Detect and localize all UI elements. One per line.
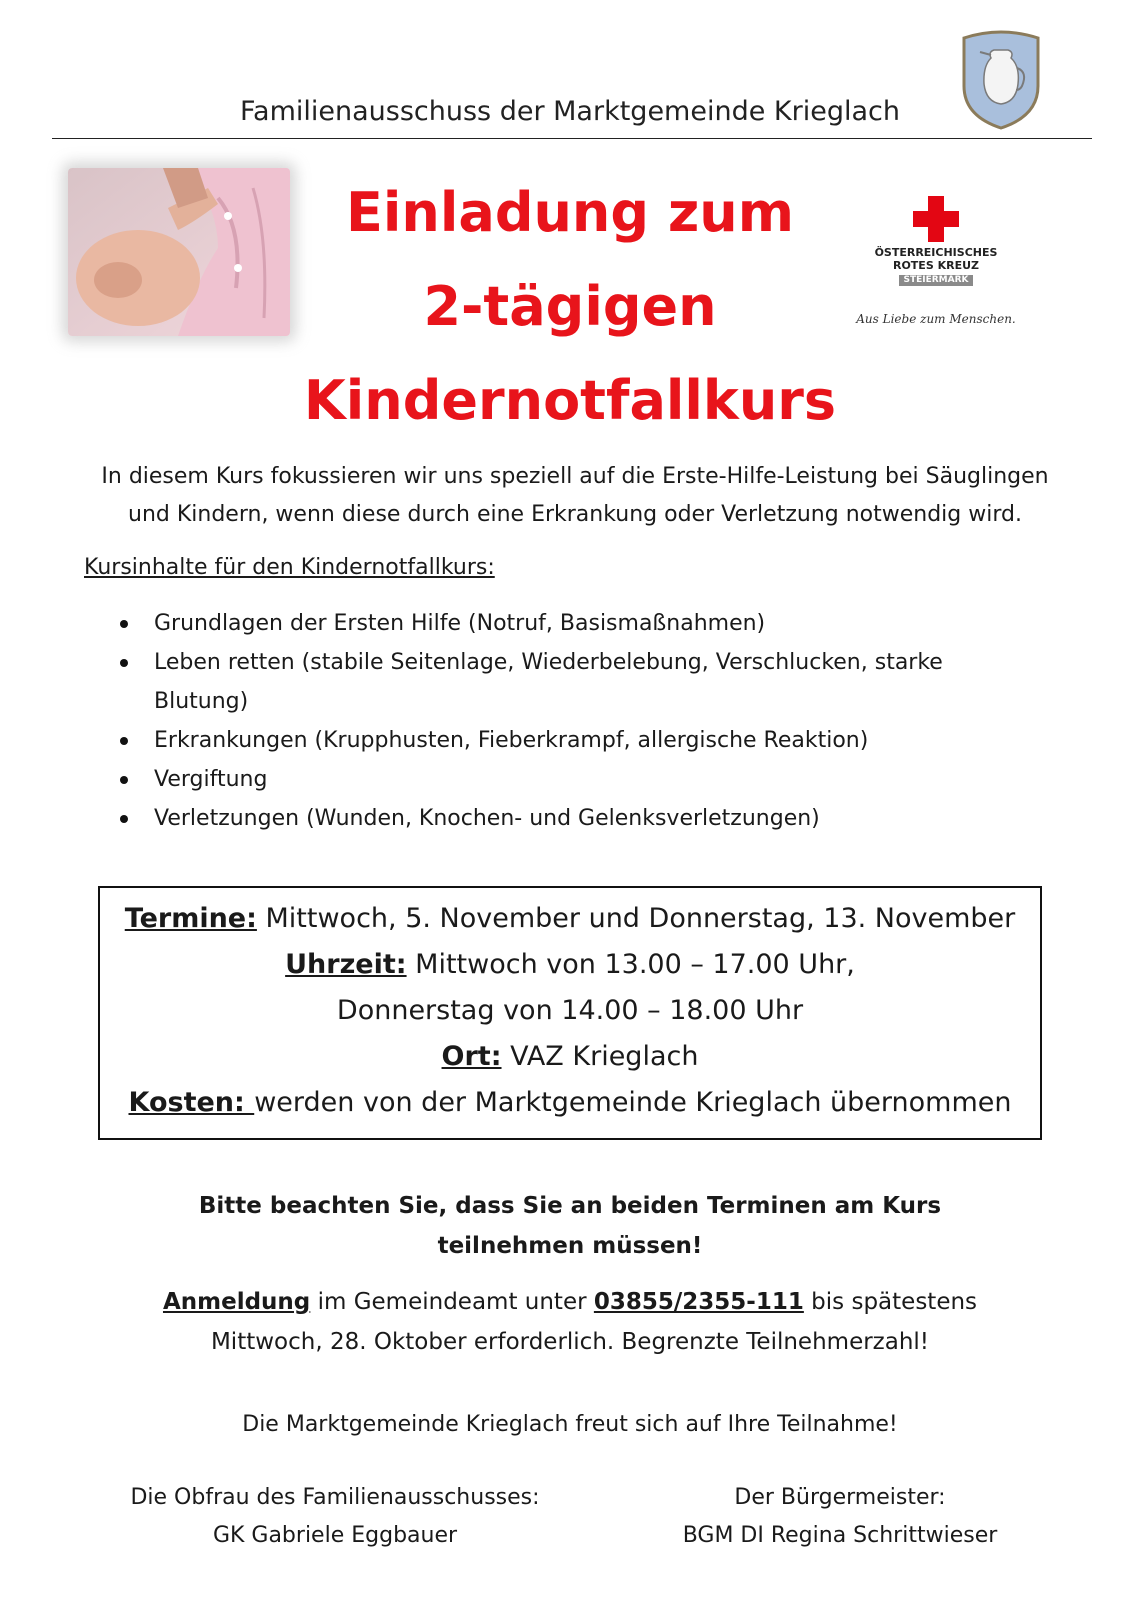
red-cross-slogan: Aus Liebe zum Menschen. <box>856 312 1016 326</box>
course-details-box <box>98 886 1042 1140</box>
cost-label: Kosten: <box>128 1087 255 1118</box>
intro-text: In diesem Kurs fokussieren wir uns speziell auf die Erste-Hilfe-Leistung bei Säuglingen und Kindern, wenn diese durch eine Erkrankung oder Verletzung notwendig wird. <box>101 464 1049 527</box>
course-topics-list <box>110 604 1010 838</box>
list-item: Grundlagen der Ersten Hilfe (Notruf, Basismaßnahmen) <box>110 604 1010 643</box>
signature-right <box>630 1479 1050 1555</box>
list-item: Verletzungen (Wunden, Knochen- und Gelenksverletzungen) <box>110 799 1010 838</box>
right-signatory-name: BGM DI Regina Schrittwieser <box>682 1523 998 1548</box>
header-divider <box>52 138 1092 139</box>
registration-text-1: im Gemeindeamt unter <box>310 1289 594 1315</box>
cost-row <box>100 1080 1040 1126</box>
closing-text: Die Marktgemeinde Krieglach freut sich auf Ihre Teilnahme! <box>242 1412 898 1437</box>
attendance-notice: Bitte beachten Sie, dass Sie an beiden Terminen am Kurs teilnehmen müssen! <box>198 1193 942 1259</box>
event-title <box>270 166 870 448</box>
place-value: VAZ Krieglach <box>501 1041 699 1072</box>
time-value: Mittwoch von 13.00 – 17.00 Uhr, <box>406 949 855 980</box>
registration-info <box>110 1282 1030 1362</box>
course-contents-heading: Kursinhalte für den Kindernotfallkurs: <box>84 555 495 580</box>
infant-manikin-image <box>68 168 290 336</box>
left-signatory-role: Die Obfrau des Familienausschusses: <box>130 1485 540 1510</box>
registration-text-2: bis spätestens Mittwoch, 28. Oktober erforderlich. Begrenzte Teilnehmerzahl! <box>210 1289 978 1355</box>
cpr-training-photo <box>68 168 290 336</box>
dates-value: Mittwoch, 5. November und Donnerstag, 13. November <box>256 903 1016 934</box>
place-label: Ort: <box>441 1041 502 1072</box>
registration-label: Anmeldung <box>162 1289 311 1315</box>
list-item: Erkrankungen (Krupphusten, Fieberkrampf, allergische Reaktion) <box>110 721 1010 760</box>
title-line-2: 2-tägigen <box>423 275 717 338</box>
red-cross-name-line2: ROTES KREUZ <box>892 259 979 272</box>
list-item: Vergiftung <box>110 760 1010 799</box>
cost-value: werden von der Marktgemeinde Krieglach übernommen <box>254 1087 1012 1118</box>
dates-row <box>100 896 1040 942</box>
registration-phone: 03855/2355-111 <box>593 1289 804 1315</box>
header-title: Familienausschuss der Marktgemeinde Krieglach <box>240 96 900 127</box>
title-line-3: Kindernotfallkurs <box>303 369 837 432</box>
time-label: Uhrzeit: <box>285 949 407 980</box>
left-signatory-name: GK Gabriele Eggbauer <box>212 1523 458 1548</box>
red-cross-name-line1: ÖSTERREICHISCHES <box>874 246 998 259</box>
red-cross-icon <box>906 196 966 242</box>
dates-label: Termine: <box>124 903 257 934</box>
time-row <box>100 942 1040 988</box>
red-cross-logo <box>848 196 1024 346</box>
municipal-crest-icon <box>958 28 1044 130</box>
list-item: Leben retten (stabile Seitenlage, Wiederbelebung, Verschlucken, starke Blutung) <box>110 643 1010 721</box>
place-row <box>100 1034 1040 1080</box>
right-signatory-role: Der Bürgermeister: <box>734 1485 946 1510</box>
title-line-1: Einladung zum <box>346 181 794 244</box>
time-row-2: Donnerstag von 14.00 – 18.00 Uhr <box>336 995 804 1026</box>
signature-left <box>100 1479 570 1555</box>
red-cross-region-badge: STEIERMARK <box>899 275 972 286</box>
